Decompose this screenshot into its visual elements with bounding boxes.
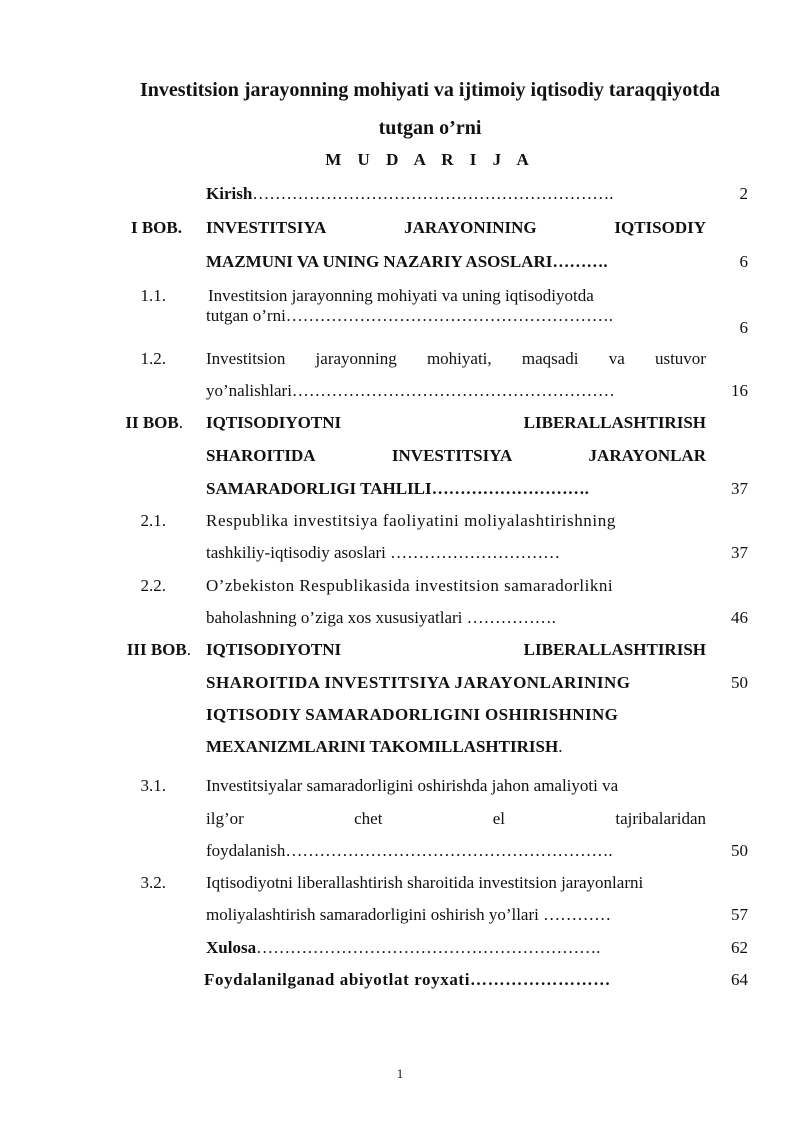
toc-section-2-1-page: 37	[731, 543, 748, 562]
toc-entry-kirish[interactable]	[206, 184, 614, 204]
toc-section-3-1-title-line-1[interactable]: Investitsiyalar samaradorligini oshirishda jahon amaliyoti va	[206, 776, 619, 795]
toc-section-3-1-page: 50	[731, 841, 748, 860]
title-word: LIBERALLASHTIRISH	[523, 640, 706, 659]
toc-chapter-3-title-line-3[interactable]: IQTISODIY SAMARADORLIGINI OSHIRISHNING	[206, 705, 619, 724]
toc-chapter-2-title-line-2[interactable]	[206, 446, 706, 466]
title-word: JARAYONINING	[404, 218, 537, 237]
title-word: JARAYONLAR	[588, 446, 706, 465]
title-word: LIBERALLASHTIRISH	[523, 413, 706, 432]
toc-chapter-1-title-line-2[interactable]: MAZMUNI VA UNING NAZARIY ASOSLARI……….	[206, 252, 608, 271]
title-word: jarayonning	[315, 349, 397, 368]
toc-section-1-1-number: 1.1.	[140, 286, 166, 305]
toc-kirish-label: Kirish	[206, 184, 253, 203]
title-word: INVESTITSIYA	[206, 218, 327, 237]
toc-section-2-1-number: 2.1.	[140, 511, 166, 530]
toc-section-3-1-number: 3.1.	[140, 776, 166, 795]
toc-section-1-1-page: 6	[739, 318, 748, 337]
title-word: tajribalaridan	[615, 809, 706, 828]
toc-chapter-2-number: II BOB.	[125, 413, 183, 432]
title-word: ustuvor	[654, 349, 706, 368]
toc-section-2-2-number: 2.2.	[140, 576, 166, 595]
title-word: Investitsion	[206, 349, 286, 368]
toc-section-2-2-title-line-1[interactable]: O’zbekiston Respublikasida investitsion samaradorlikni	[206, 576, 614, 595]
toc-section-1-2-number: 1.2.	[140, 349, 166, 368]
document-title-line-1: Investitsion jarayonning mohiyati va ijtimoiy iqtisodiy taraqqiyotda	[139, 79, 721, 101]
title-word: mohiyati,	[426, 349, 492, 368]
page-number: 1	[396, 1066, 404, 1081]
toc-section-2-2-title-line-2[interactable]: baholashning o’ziga xos xususiyatlari …………….	[206, 608, 556, 627]
toc-section-1-1-title-line-2[interactable]: tutgan o’rni………………………………………………….	[206, 306, 614, 325]
toc-section-2-1-title-line-2[interactable]: tashkiliy-iqtisodiy asoslari …………………………	[206, 543, 561, 562]
toc-kirish-page: 2	[739, 184, 748, 203]
toc-chapter-3-number: III BOB.	[126, 640, 191, 659]
toc-chapter-1-number: I BOB.	[130, 218, 182, 237]
toc-leader-dots: …………………………………………………….	[256, 938, 601, 957]
toc-section-1-2-page: 16	[731, 381, 748, 400]
toc-entry-references[interactable]: Foydalanilganad abiyotlat royxati……………………	[204, 970, 611, 989]
toc-section-3-2-title-line-1[interactable]: Iqtisodiyotni liberallashtirish sharoitida investitsion jarayonlarni	[206, 873, 644, 892]
toc-entry-xulosa[interactable]	[206, 938, 600, 958]
title-word: ilg’or	[206, 809, 244, 828]
toc-section-1-2-title-line-2[interactable]: yo’nalishlari…………………………………………………	[206, 381, 615, 400]
toc-section-3-1-title-line-2[interactable]	[206, 809, 706, 829]
toc-leader-dots: ……………………………………………………….	[252, 184, 614, 203]
toc-section-3-2-page: 57	[731, 905, 748, 924]
toc-xulosa-label: Xulosa	[206, 938, 257, 957]
toc-chapter-1-title-line-1[interactable]	[206, 218, 706, 238]
toc-section-2-2-page: 46	[731, 608, 748, 627]
toc-section-1-1-title-line-1[interactable]: Investitsion jarayonning mohiyati va uning iqtisodiyotda	[208, 286, 594, 305]
toc-chapter-3-title-line-2[interactable]: SHAROITIDA INVESTITSIYA JARAYONLARINING	[206, 673, 631, 692]
title-word: va	[608, 349, 625, 368]
toc-chapter-1-page: 6	[739, 252, 748, 271]
toc-section-1-2-title-line-1[interactable]	[206, 349, 706, 369]
toc-chapter-2-title-line-3[interactable]: SAMARADORLIGI TAHLILI……………………….	[206, 479, 589, 498]
toc-chapter-2-page: 37	[731, 479, 748, 498]
toc-references-page: 64	[731, 970, 748, 989]
toc-chapter-2-title-line-1[interactable]	[206, 413, 706, 433]
toc-chapter-3-title-line-1[interactable]	[206, 640, 706, 660]
toc-section-3-2-title-line-2[interactable]: moliyalashtirish samaradorligini oshirish yo’llari …………	[206, 905, 612, 924]
title-word: IQTISODIY	[614, 218, 706, 237]
title-word: SHAROITIDA	[206, 446, 316, 465]
toc-xulosa-page: 62	[731, 938, 748, 957]
title-word: INVESTITSIYA	[391, 446, 513, 465]
toc-chapter-3-page: 50	[731, 673, 748, 692]
title-word: IQTISODIYOTNI	[206, 413, 342, 432]
toc-section-2-1-title-line-1[interactable]: Respublika investitsiya faoliyatini moliyalashtirishning	[206, 511, 616, 530]
document-title-line-2: tutgan o’rni	[378, 117, 482, 139]
toc-chapter-3-title-line-4[interactable]: MEXANIZMLARINI TAKOMILLASHTIRISH.	[206, 737, 563, 756]
title-word: el	[492, 809, 506, 828]
title-word: chet	[354, 809, 383, 828]
toc-section-3-1-title-line-3[interactable]: foydalanish………………………………………………….	[206, 841, 613, 860]
contents-heading: M U D A R I J A	[325, 150, 535, 169]
toc-section-3-2-number: 3.2.	[140, 873, 166, 892]
title-word: maqsadi	[521, 349, 579, 368]
title-word: IQTISODIYOTNI	[206, 640, 342, 659]
